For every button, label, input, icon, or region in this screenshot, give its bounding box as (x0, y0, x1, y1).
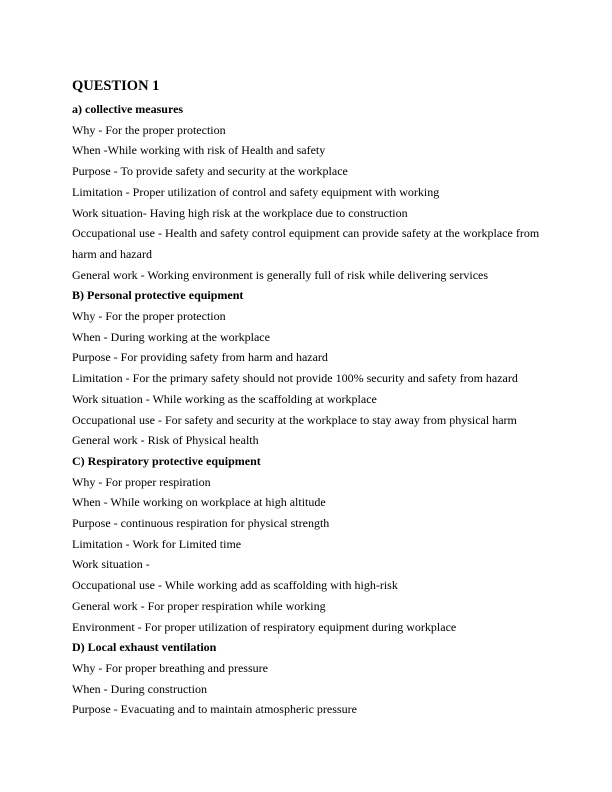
text-line: Why - For the proper protection (72, 309, 226, 324)
section-heading-local-exhaust-ventilation: D) Local exhaust ventilation (72, 640, 217, 655)
text-line: Occupational use - While working add as scaffolding with high-risk (72, 578, 398, 593)
text-line: Limitation - Work for Limited time (72, 536, 242, 551)
text-line: Occupational use - Health and safety control equipment can provide safety at the workplace from harm and hazard (72, 226, 540, 261)
text-line: When - During construction (72, 681, 207, 696)
section-heading-collective-measures: a) collective measures (72, 102, 184, 116)
text-line: Purpose - continuous respiration for physical strength (72, 516, 330, 531)
text-line: Work situation - While working as the scaffolding at workplace (72, 391, 377, 406)
text-line: Purpose - For providing safety from harm and hazard (72, 350, 328, 365)
text-line: Why - For proper breathing and pressure (72, 660, 268, 675)
text-line: Why - For proper respiration (72, 474, 211, 489)
section-heading-personal-protective-equipment: B) Personal protective equipment (72, 288, 244, 303)
text-line: Limitation - Proper utilization of control and safety equipment with working (72, 184, 440, 199)
text-line: When -While working with risk of Health and safety (72, 143, 326, 158)
text-line: Purpose - To provide safety and security at the workplace (72, 164, 348, 179)
text-line: Occupational use - For safety and security at the workplace to stay away from physical harm (72, 412, 517, 427)
text-line: Why - For the proper protection (72, 122, 226, 137)
text-line: General work - Working environment is generally full of risk while delivering services (72, 267, 489, 282)
text-line: Environment - For proper utilization of respiratory equipment during workplace (72, 619, 457, 634)
text-line: General work - For proper respiration while working (72, 598, 326, 613)
text-line: Work situation- Having high risk at the workplace due to construction (72, 205, 408, 220)
document-title: QUESTION 1 (72, 78, 160, 94)
text-line: When - During working at the workplace (72, 329, 270, 344)
text-line: Limitation - For the primary safety should not provide 100% security and safety from hazard (72, 371, 518, 386)
section-heading-respiratory-protective-equipment: C) Respiratory protective equipment (72, 453, 261, 468)
text-line: Work situation - (72, 557, 150, 572)
text-line: General work - Risk of Physical health (72, 433, 259, 448)
document-page (72, 76, 544, 720)
text-line: When - While working on workplace at high altitude (72, 495, 326, 510)
text-line: Purpose - Evacuating and to maintain atmospheric pressure (72, 702, 357, 717)
